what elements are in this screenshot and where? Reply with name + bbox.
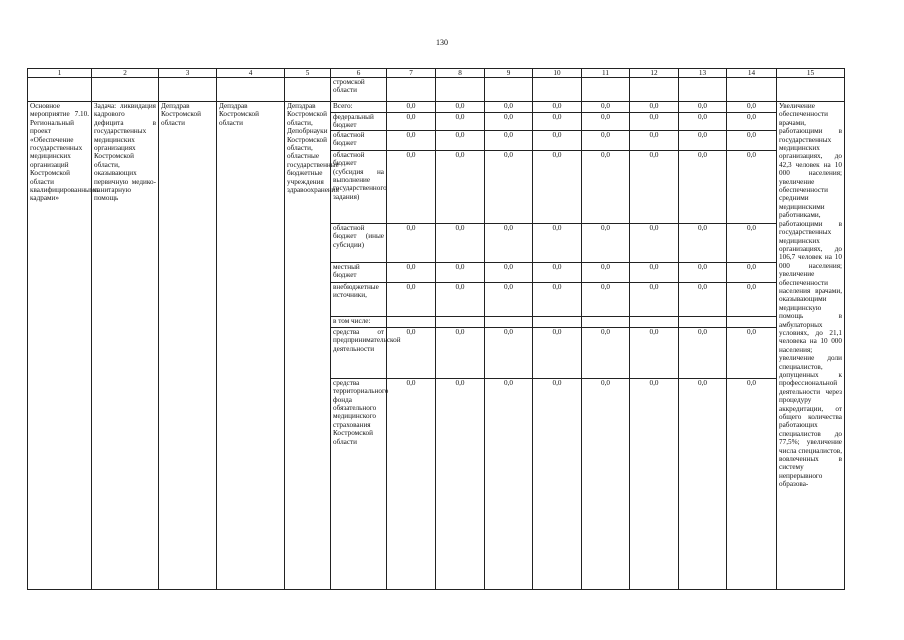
column-number: 6: [331, 69, 387, 78]
funding-source: местный бюджет: [331, 262, 387, 282]
expected-result-cell: Увеличение обеспеченности врачами, работающими в государственных медицинских организациях, до 42,3 человек на 10 000 населения; увеличение обеспеченности средними медицинскими работниками, работающими в государственных медицинских организациях, до 106,7 человек на 10 000 населения; увеличение обеспеченности населения врачами, оказывающими медицинскую помощь в амбулаторных условиях, до 21,1 человека на 10 000 населения; увеличение доли специалистов, допущенных к профессиональной деятельности через процедуру аккредитации, от общего количества работающих специалистов до 77,5%; увеличение числа специалистов, вовлеченных в систему непрерывного образова-: [777, 102, 845, 590]
column-number: 15: [777, 69, 845, 78]
amount-cell: 0,0: [387, 102, 436, 113]
budget-table: [27, 68, 845, 590]
amount-cell: 0,0: [485, 262, 533, 282]
amount-cell: [485, 316, 533, 327]
empty-cell: [285, 78, 331, 102]
amount-cell: 0,0: [727, 102, 777, 113]
empty-cell: [485, 78, 533, 102]
amount-cell: 0,0: [679, 223, 727, 262]
funding-source: в том числе:: [331, 316, 387, 327]
empty-cell: [217, 78, 285, 102]
amount-cell: 0,0: [387, 378, 436, 589]
amount-cell: 0,0: [387, 130, 436, 150]
empty-cell: [727, 78, 777, 102]
amount-cell: 0,0: [582, 282, 630, 316]
amount-cell: 0,0: [679, 150, 727, 223]
column-number: 9: [485, 69, 533, 78]
amount-cell: 0,0: [679, 262, 727, 282]
continuation-cell: стромской области: [331, 78, 387, 102]
amount-cell: 0,0: [630, 130, 679, 150]
amount-cell: 0,0: [727, 262, 777, 282]
funding-row: [28, 102, 845, 113]
amount-cell: 0,0: [679, 130, 727, 150]
amount-cell: 0,0: [582, 150, 630, 223]
funding-source: областной бюджет: [331, 130, 387, 150]
column-number: 10: [533, 69, 582, 78]
continuation-row: [28, 78, 845, 102]
amount-cell: 0,0: [485, 113, 533, 131]
amount-cell: 0,0: [533, 327, 582, 378]
amount-cell: 0,0: [582, 262, 630, 282]
amount-cell: 0,0: [679, 282, 727, 316]
amount-cell: [582, 316, 630, 327]
empty-cell: [92, 78, 159, 102]
amount-cell: 0,0: [727, 113, 777, 131]
amount-cell: 0,0: [387, 113, 436, 131]
amount-cell: 0,0: [533, 150, 582, 223]
amount-cell: 0,0: [533, 223, 582, 262]
amount-cell: 0,0: [630, 282, 679, 316]
amount-cell: 0,0: [436, 378, 485, 589]
amount-cell: 0,0: [485, 130, 533, 150]
amount-cell: 0,0: [485, 282, 533, 316]
amount-cell: 0,0: [387, 223, 436, 262]
funding-source: областной бюджет (субсидия на выполнение государственного задания): [331, 150, 387, 223]
column-number: 7: [387, 69, 436, 78]
amount-cell: 0,0: [727, 378, 777, 589]
amount-cell: 0,0: [436, 262, 485, 282]
amount-cell: 0,0: [582, 102, 630, 113]
amount-cell: 0,0: [533, 113, 582, 131]
empty-cell: [533, 78, 582, 102]
amount-cell: [436, 316, 485, 327]
funding-source: средства территориального фонда обязательного медицинского страхования Костромской области: [331, 378, 387, 589]
amount-cell: 0,0: [387, 282, 436, 316]
amount-cell: 0,0: [582, 223, 630, 262]
empty-cell: [777, 78, 845, 102]
column-number: 12: [630, 69, 679, 78]
coexecutor-cell: Депздрав Костромской области: [217, 102, 285, 590]
amount-cell: 0,0: [436, 327, 485, 378]
amount-cell: 0,0: [679, 102, 727, 113]
amount-cell: 0,0: [727, 150, 777, 223]
column-number: 14: [727, 69, 777, 78]
amount-cell: 0,0: [387, 327, 436, 378]
funding-source: федеральный бюджет: [331, 113, 387, 131]
amount-cell: 0,0: [582, 113, 630, 131]
amount-cell: 0,0: [387, 150, 436, 223]
empty-cell: [679, 78, 727, 102]
amount-cell: 0,0: [582, 130, 630, 150]
funding-source: средства от предпринимательской деятельности: [331, 327, 387, 378]
amount-cell: 0,0: [679, 378, 727, 589]
empty-cell: [159, 78, 217, 102]
column-number: 8: [436, 69, 485, 78]
task-cell: Задача: ликвидация кадрового дефицита в государственных медицинских организациях Костромской области, оказывающих первичную медико-санитарную помощь: [92, 102, 159, 590]
amount-cell: [679, 316, 727, 327]
amount-cell: 0,0: [727, 223, 777, 262]
column-number: 3: [159, 69, 217, 78]
empty-cell: [387, 78, 436, 102]
measure-name-cell: Основное мероприятие 7.10. Региональный проект «Обеспечение государственных медицинских организаций Костромской области квалифицированными кадрами»: [28, 102, 92, 590]
funding-source: Всего:: [331, 102, 387, 113]
amount-cell: 0,0: [630, 102, 679, 113]
amount-cell: 0,0: [727, 130, 777, 150]
amount-cell: 0,0: [485, 223, 533, 262]
amount-cell: 0,0: [436, 102, 485, 113]
amount-cell: 0,0: [387, 262, 436, 282]
amount-cell: 0,0: [630, 150, 679, 223]
column-number: 5: [285, 69, 331, 78]
amount-cell: 0,0: [436, 150, 485, 223]
amount-cell: 0,0: [436, 223, 485, 262]
amount-cell: 0,0: [485, 378, 533, 589]
amount-cell: [727, 316, 777, 327]
column-number-row: [28, 69, 845, 78]
amount-cell: 0,0: [436, 282, 485, 316]
amount-cell: 0,0: [485, 150, 533, 223]
amount-cell: 0,0: [630, 378, 679, 589]
amount-cell: 0,0: [582, 378, 630, 589]
amount-cell: 0,0: [727, 282, 777, 316]
executor-cell: Депздрав Костромской области: [159, 102, 217, 590]
empty-cell: [28, 78, 92, 102]
amount-cell: 0,0: [436, 113, 485, 131]
amount-cell: 0,0: [630, 113, 679, 131]
column-number: 11: [582, 69, 630, 78]
column-number: 2: [92, 69, 159, 78]
empty-cell: [582, 78, 630, 102]
empty-cell: [630, 78, 679, 102]
amount-cell: 0,0: [630, 223, 679, 262]
amount-cell: 0,0: [533, 282, 582, 316]
amount-cell: 0,0: [533, 262, 582, 282]
amount-cell: 0,0: [582, 327, 630, 378]
amount-cell: [533, 316, 582, 327]
amount-cell: [630, 316, 679, 327]
column-number: 4: [217, 69, 285, 78]
amount-cell: 0,0: [485, 102, 533, 113]
amount-cell: 0,0: [485, 327, 533, 378]
column-number: 1: [28, 69, 92, 78]
funding-source: внебюджетные источники,: [331, 282, 387, 316]
amount-cell: 0,0: [727, 327, 777, 378]
amount-cell: 0,0: [630, 262, 679, 282]
amount-cell: 0,0: [679, 113, 727, 131]
participants-cell: Депздрав Костромской области, Депобрнауки Костромской области, областные государственные бюджетные учреждения здравоохранения: [285, 102, 331, 590]
amount-cell: [387, 316, 436, 327]
amount-cell: 0,0: [679, 327, 727, 378]
funding-source: областной бюджет (иные субсидии): [331, 223, 387, 262]
amount-cell: 0,0: [533, 102, 582, 113]
empty-cell: [436, 78, 485, 102]
column-number: 13: [679, 69, 727, 78]
page-number: 130: [436, 38, 448, 47]
amount-cell: 0,0: [630, 327, 679, 378]
amount-cell: 0,0: [436, 130, 485, 150]
amount-cell: 0,0: [533, 378, 582, 589]
amount-cell: 0,0: [533, 130, 582, 150]
